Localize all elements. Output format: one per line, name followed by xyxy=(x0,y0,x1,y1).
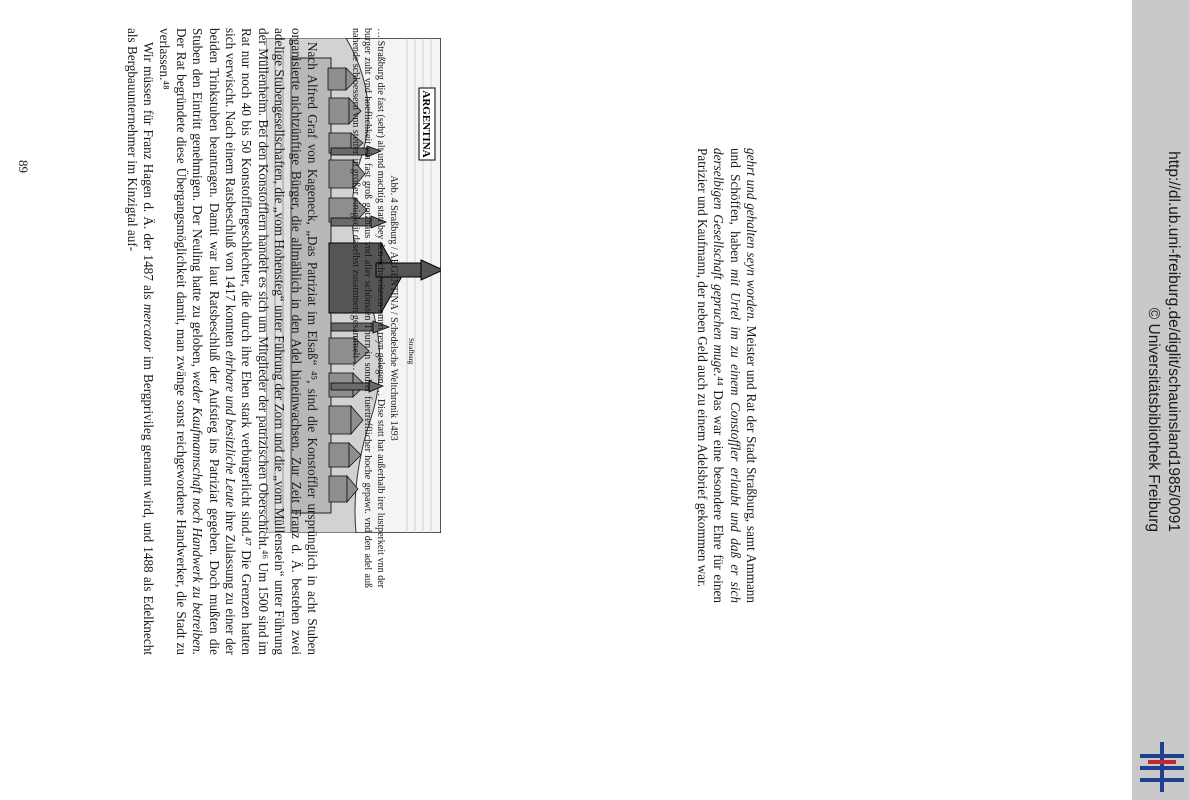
para3-text-c: im Bergprivileg genannt wird, und 1488 als Edelknecht als Bergbauunternehmer im Kinzigtal auf- xyxy=(124,28,156,655)
engraving-banner-text: ARGENTINA xyxy=(420,90,432,158)
page-number: 89 xyxy=(16,160,31,173)
paragraph-main xyxy=(123,28,320,655)
sidebar-text-area xyxy=(1142,12,1182,532)
para1-italic-1: gehrt und gehalten seyn worden. xyxy=(744,148,759,322)
para3-text-a: Wir müssen für Franz Hagen d. Ä. der 1487 als xyxy=(140,42,156,304)
para2-text-c: ihre Zulassung zu einer der beiden Trinkstuben beantragen. Damit war laut Ratsbeschluß der Aufstieg ins Patriziat gegeben. Doch mußten die Stuben den Eintritt genehmigen. Der Neuling hatte zu geloben, xyxy=(190,28,238,655)
para2-italic-b: ehrbare und besitzliche Leute xyxy=(222,350,238,508)
sidebar-copyright: © Universitätsbibliothek Freiburg xyxy=(1145,307,1162,532)
rotated-book-page xyxy=(16,0,961,656)
sidebar-url-link[interactable]: http://dl.ub.uni-freiburg.de/diglit/schauinsland1985/0091 xyxy=(1165,151,1182,532)
para1-italic-2: mit Urtel im zu einem Constoffler erlaubt und daß er sich derselbigen Gesellschaft gepruchen muge xyxy=(711,148,743,603)
para2-text-a: Nach Alfred Graf von Kageneck, „Das Patriziat im Elsaß“ ⁴⁵, sind die Konstoffler ursprünglich in acht Stuben organisierte nichtzünftige Bürger, die allmählich in den Adel hineinwachsen. Zur Zeit Franz d. Ä. bestehen zwei adelige Stubengesellschaften, die „vom Hohensteg“ unter Führung der Zorn und die „vom Müllenstein“ unter Führung der Müllenheim. Bei den Konstofflern handelt es sich um Mitglieder der patrizischen Oberschicht.⁴⁶ Um 1500 sind im Rat nur noch 40 bis 50 Konstofflergeschlechter, die durch ihre Ehen stark verbürgerlicht sind.⁴⁷ Die Grenzen hatten sich verwischt. Nach einem Ratsbeschluß von 1417 konnten xyxy=(222,28,320,655)
para1-text-2: .⁴⁴ Das war eine besondere Ehre für einen Patrizier und Kaufmann, der neben Geld auch zu einem Adelsbrief gekommen war. xyxy=(694,148,727,603)
para2-text-e: Der Rat begründete diese Übergangsmöglichkeit damit, man zwänge sonst reichgewordene Handwerker, die Stadt zu verlassen.⁴⁸ xyxy=(157,28,189,655)
para3-italic-b: mercator xyxy=(140,303,156,352)
ub-freiburg-logo-icon xyxy=(1140,742,1184,792)
para2-italic-d: weder Kaufmannschaft noch Handwerk zu betreiben. xyxy=(190,370,206,656)
paragraph-top xyxy=(693,148,759,603)
caption-title: Abb. 4 Straßburg / ARGENTINA / Schedelsche Weltchronik 1493 xyxy=(388,175,399,441)
para1-text-1: Meister und Rat der Stadt Straßburg, samt Ammann und Schöffen, haben xyxy=(727,148,759,603)
caption-body: … Straßburg die fast (sehr) alt und machtig statt bey den schweitzern amm reyn gelegen … Dise statt hat außerhalb irer lustperkeit vnn der burger zuht vnd hoeflichkeit ein fast groß gotzhaus vnd aller schönsten Thurn in sondrer fuertrefflicher hoche gepawt. vnd den adel auß nahende schloessern vnn stetten in großer einigkeit daselbst zusammen gesammelt … xyxy=(349,28,386,588)
caption-wrap xyxy=(348,28,399,588)
engraving-small-label: Strafburg xyxy=(407,338,415,365)
